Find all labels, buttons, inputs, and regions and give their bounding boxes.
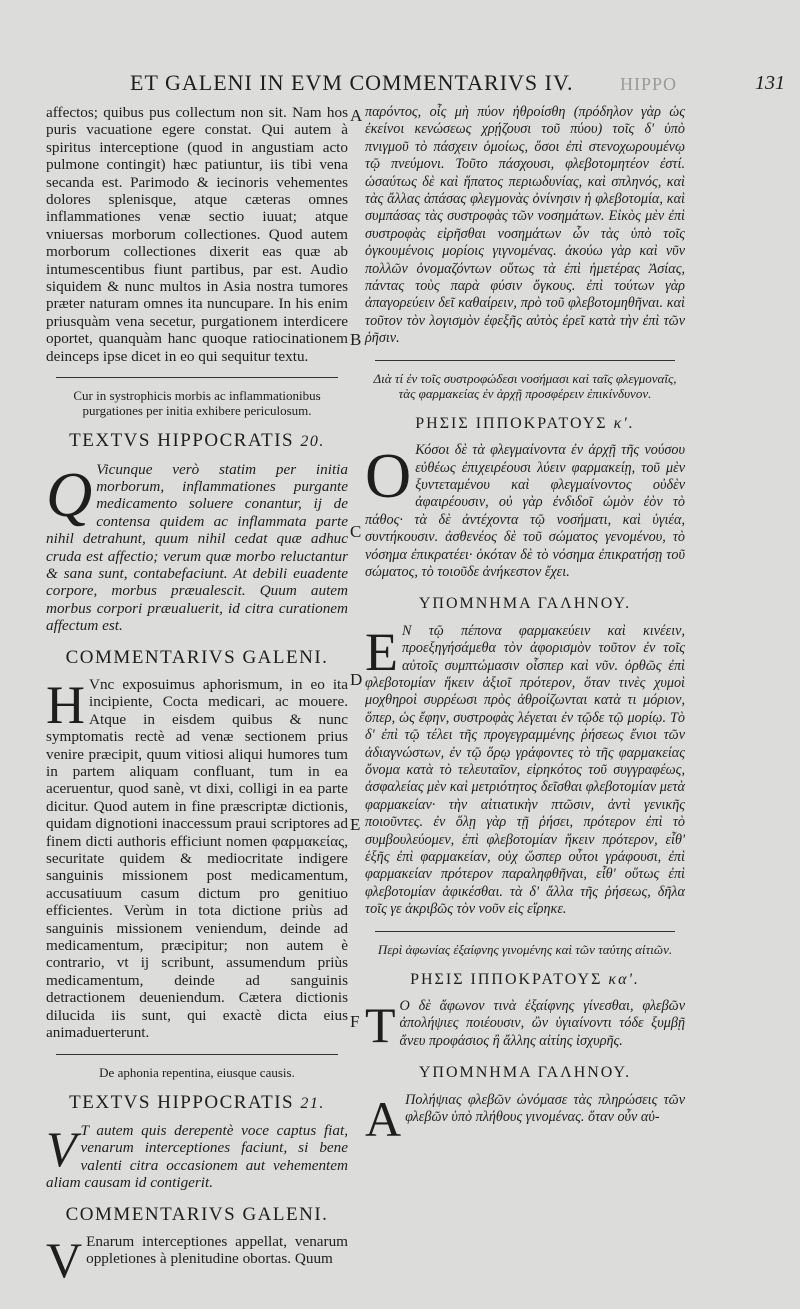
greek-hypomnema-20 [365,623,685,919]
latin-summary-20: Cur in systrophicis morbis ac inflammationibus purgationes per initia exhibere periculosum. [73,388,321,419]
page-number: 131 [755,72,785,94]
bleed-through-heading: HIPPO [620,74,678,94]
latin-heading-textus-21 [46,1091,348,1113]
greek-rhesis-20 [365,442,685,581]
margin-letter-e: E [350,815,361,834]
greek-summary-20: Διὰ τί ἐν τοῖς συστροφώδεσι νοσήμασι καὶ ταῖς φλεγμοναῖς, τὰς φαρμακείας ἐν ἀρχῇ προσφέρειν ἐπικίνδυνον. [373,370,677,401]
greek-summary-21: Περὶ ἀφωνίας ἐξαίφνης γινομένης καὶ τῶν ταύτης αἰτιῶν. [377,941,673,957]
margin-letter-c: C [350,522,362,541]
latin-textus-21 [46,1122,348,1192]
drop-cap: H [46,674,85,735]
heading-text: ΡΗΣΙΣ ΙΠΠΟΚΡΑΤΟΥΣ [410,970,603,988]
heading-number: κ'. [613,414,635,432]
greek-heading-rhesis-21 [365,971,685,988]
heading-text: ΡΗΣΙΣ ΙΠΠΟΚΡΑΤΟΥΣ [415,414,608,432]
greek-rhesis-21 [365,997,685,1054]
greek-heading-hypomnema-21: ΥΠΟΜΝΗΜΑ ΓΑΛΗΝΟΥ. [418,1064,632,1082]
margin-letter-f: F [350,1012,360,1031]
latin-heading-commentarius-20: COMMENTARIVS GALENI. [65,646,329,668]
drop-cap: Q [46,458,93,530]
greek-heading-rhesis-20 [365,415,685,432]
greek-rhesis-20-body: Κόσοι δὲ τὰ φλεγμαίνοντα ἐν ἀρχῇ τῆς νούσου εὐθέως ἐπιχειρέουσι λύειν φαρμακείῃ, τοῦ μὲν ξυντεταμένου καὶ φλεγμαίνοντος οὐδὲν ἀφαιρέουσιν, οὐ γὰρ ἐνδιδοῖ ὠμὸν ἐὸν τὸ πάθος· τὰ δὲ ἀντέχοντα τῷ νοσήματι, καὶ ὑγιέα, συντήκουσιν. ἀσθενέος δὲ τοῦ σώματος γενομένου, τὸ νόσημα ἐπικρατέει· ὁκόταν δὲ τὸ νόσημα ἐπικρατήσῃ τοῦ σώματος, τὸ τοιοῦδε ἀνήκεστον ἔχει. [365,442,685,580]
latin-column [46,104,348,1288]
latin-commentarius-21-body: Enarum interceptiones appellat, venarum oppletiones à plenitudine obortas. Quum [86,1232,348,1268]
drop-cap: V [46,1231,83,1288]
drop-cap: V [46,1120,77,1177]
drop-cap: Α [365,1090,402,1147]
greek-hypomnema-21-body: Πολήψιας φλεβῶν ὠνόμασε τὰς πληρώσεις τῶν φλεβῶν ὑπὸ πλήθους γινομένας. ὅταν οὖν αὐ- [405,1091,685,1126]
drop-cap: Ο [365,440,412,512]
running-title: ET GALENI IN EVM COMMENTARIVS IV. [130,70,574,95]
greek-rhesis-21-body: Ο δὲ ἄφωνον τινὰ ἐξαίφνης γίνεσθαι, φλεβῶν ἀπολήψιες ποιέουσιν, ὢν ὑγιαίνοντι τόδε ξυμβῇ ἄνευ προφάσιος ἢ ἄλλης αἰτίης ἰσχυρῆς. [399,998,685,1049]
heading-number: 20. [300,433,325,451]
latin-heading-textus-20 [46,432,348,450]
heading-text: TEXTVS HIPPOCRATIS [69,430,295,452]
latin-intro-paragraph: affectos; quibus pus collectum non sit. Nam hos puris vacuatione egere constat. Qui autem à spiritus interceptione (quod in angustiam acto pulmone contingit) hæc patiuntur, iis tibi vena secanda est. Parimodo & iecinoris vehementes dolores splenisque, atque cæteras omnes inflammationes venæ sectio iuuat; atque vniuersas morborum collectiones. Quod autem morborum collectiones dixerit eas quæ ab intumescentibus fiunt partibus, par est. Audio siquidem & nunc multos in Asia nostra tumores præter naturam omnes ita nuncupare. In his enim priusquàm vena secetur, purgationem interdicere oportet, quanquàm hanc quoque ratiocinationem deinceps ipse dicet in eo qui sequitur textu. [46,104,348,365]
greek-hypomnema-21 [365,1090,685,1147]
section-rule [56,377,338,378]
latin-textus-21-body: T autem quis derepentè voce captus fiat, venarum interceptiones faciunt, si bene valenti citra occasionem aut vehementem aliam causam id contigerit. [46,1121,348,1192]
greek-hypomnema-20-body: Ν τῷ πέπονα φαρμακεύειν καὶ κινέειν, προεξηγήσάμεθα τὸν ἀφορισμὸν τοῦτον ἐν τοῖς αὐτοῖς συμπτώμασιν οἷσπερ καὶ νῦν. ὀρθῶς ἐπὶ φλεβοτομίαν ἥκειν ἀξιοῖ πρότερον, ὅταν τινὲς χυμοὶ μοχθηροὶ συρρέωσι πρὸς ἀθροίζωνται κατὰ τι μόριον, ὅπερ, ὡς ἔφην, συστροφὰς λέγεται ἐν τῷδε τῷ μορίῳ. Τὸ δ' ἐπὶ τῷ τέλει τῆς προγεγραμμένης ῥήσεως ἔνιοι τῶν ἀδιαγνώστων, ἐν τῷ ὅρῳ γράφοντες τὸ τῆς φαρμακείας ὄνομα κατὰ τὸ τελευταῖον, εἰρηκότος τοῦ συγγραφέως, ἀσφαλείας μὲν καὶ μετριότητος δεῖσθαι φλεβοτομίαν μετὰ φαρμακείαν· τὴν αἰτιατικὴν πτῶσιν, ἀντὶ γενικῆς ποιοῦντες. ἐν ὅλῃ γὰρ τῇ ῥήσει, πρότερον ἐπὶ τὸ συμβουλεύομεν, ἐπὶ φλεβοτομίαν ἥκειν πρότερον, εἶθ' ἑξῆς ἐπὶ φαρμακείαν, οὐχ ὥσπερ οὗτοι γράφουσι, ἐπὶ φαρμακείαν πρότερον παραληφθῆναι, εἶθ' οὕτως ἐπὶ φλεβοτομίαν ἀφικέσθαι. τὰ δ' ἄλλα τῆς ῥήσεως, δῆλα τοῖς γε ἀκριβῶς τὸν νοῦν εἰς εἴρηκε. [365,622,685,918]
heading-text: TEXTVS HIPPOCRATIS [69,1091,295,1113]
greek-intro-paragraph: παρόντος, οἷς μὴ πύον ἠθροίσθη (πρόδηλον γὰρ ὡς ἐκείνοι κενώσεως χρῄζουσι τοῦ πύου) τοῖς δ' ὑπὸ πνιγμοῦ τὸ πάσχειν ὁμοίως, ὅσοι ἐπὶ στενοχωρουμένῳ τῷ πνεύμονι. Τοῦτο πάσχουσι, φλεβοτομητέον ἐστί. ὡσαύτως δὲ καὶ ἥπατος περιωδυνίας, καὶ σπληνός, καὶ τὰς ἄλλας ἁπάσας φλεγμονὰς ὀνίνησιν ἡ φλεβοτομία, καὶ συμπάσας τὰς συστροφὰς τῶν νοσημάτων. Εἰκὸς μὲν ἐπὶ συστροφὰς εἰρῆσθαι νοσημάτων ὧν τὰς ὑπὸ τοῖς ὀγκουμένοις μορίοις γιγνομένας. ἀκούω γὰρ καὶ νῦν πολλῶν ὀνομαζόντων οὕτως τὰ ἐπὶ ἡμετέρας Ἀσίας, πάντας τοὺς παρὰ φύσιν ὄγκους. ἐπὶ τούτων γὰρ ἀπαγορεύειν δεῖ καθαίρειν, πρὸ τοῦ φλεβοτομηθῆναι. καὶ τοῦτον τὸν λογισμὸν ἐφεξῆς αὐτὸς ἐρεῖ κατὰ τὴν ἐπὶ τῶν ῥῆσιν. [365,104,685,347]
greek-heading-hypomnema-20: ΥΠΟΜΝΗΜΑ ΓΑΛΗΝΟΥ. [418,595,632,613]
latin-commentarius-21 [46,1231,348,1288]
section-rule [375,360,675,361]
heading-number: 21. [300,1094,325,1112]
section-rule [375,931,675,932]
latin-heading-commentarius-21: COMMENTARIVS GALENI. [65,1203,329,1225]
margin-letter-b: B [350,330,362,349]
latin-textus-20-body: Vicunque verò statim per initia morborum, inflammationes purgante medicamento soluere conantur, ij de contensa quidem ac inflammata parte nihil detrahunt, quum nihil cedat quæ adhuc cruda est affectio; verum quæ morbo reluctantur & sana sunt, contabefaciunt. At debili euadente corpore, morbus præualescit. Quum autem morbus corpori præualuerit, id citra curationem affectum est. [46,460,348,635]
latin-commentarius-20 [46,676,348,1042]
section-rule [56,1054,338,1055]
greek-column [365,104,685,1147]
latin-textus-20 [46,458,348,635]
drop-cap: Τ [365,997,396,1054]
margin-letter-a: A [350,106,363,125]
drop-cap: Ε [365,621,398,682]
heading-number: κα'. [608,970,640,988]
latin-summary-21: De aphonia repentina, eiusque causis. [99,1064,295,1080]
margin-letter-d: D [350,670,363,689]
latin-commentarius-20-body: Vnc exposuimus aphorismum, in eo ita incipiente, Cocta medicari, ac mouere. Atque in eisdem quibus & nunc symptomatis rectè ad venæ sectionem prius venire præcipit, quum vitiosi aliqui humores tum in partem aliquam confluant, tum in ea aceruentur, quod sanè, vt dixi, colligi in ea parte dicitur. Quod autem in fine præscriptæ dictionis, quidam dignotioni inaccessum praui scriptores ad finem dicti authoris efficiunt nomen φαρμακείας, securitate quidem & mediocritate indigere sanguinis missionem post medicamentum, accusatiuum casum dictum pro genitiuo efficientes. Verùm in tota dictione priùs ad sanguinis missionem veniendum, deinde ad medicamentum, præcipitur; non autem è contrario, vt ij scribunt, assumendum priùs medicamentum, deinde ad sanguinis detractionem deueniendum. Cætera dictionis dilucida iis sunt, qui exactè dicta eius animaduerterunt. [46,675,348,1042]
